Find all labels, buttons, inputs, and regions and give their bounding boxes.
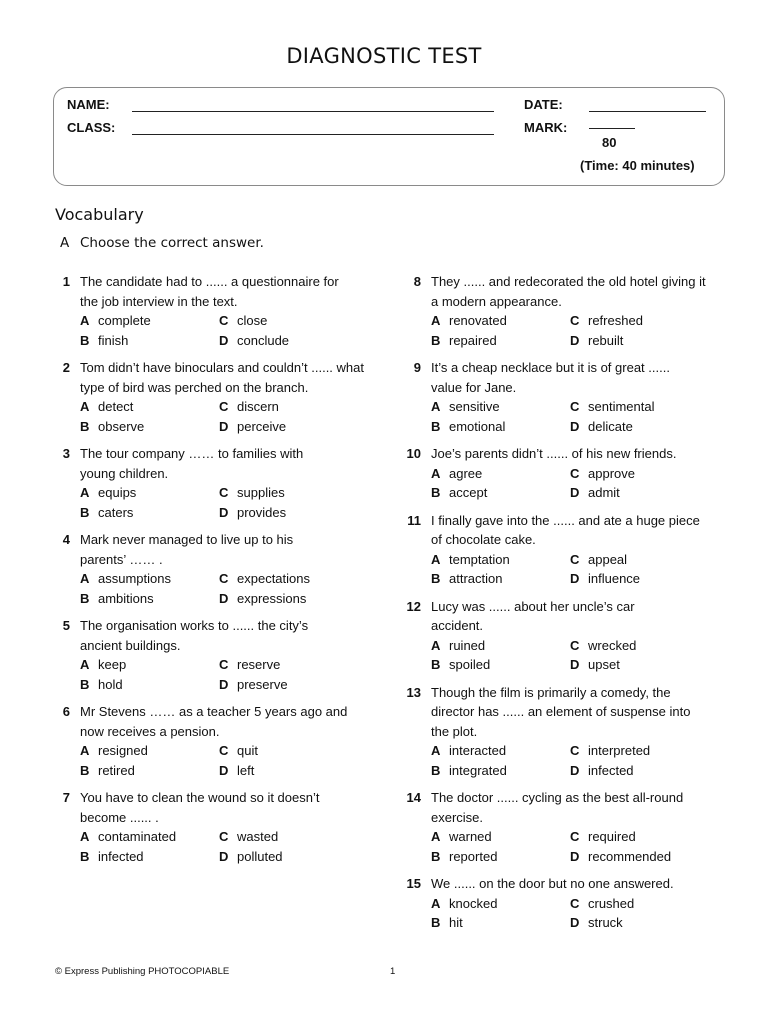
- answer-options: [80, 569, 375, 608]
- option-letter: A: [80, 657, 90, 672]
- option-text: admit: [588, 485, 620, 500]
- option-letter: B: [80, 590, 90, 606]
- answer-option[interactable]: [431, 331, 570, 351]
- instruction-text: Choose the correct answer.: [80, 235, 264, 251]
- answer-option[interactable]: [570, 397, 730, 417]
- answer-option[interactable]: [80, 827, 219, 847]
- option-text: spoiled: [449, 657, 491, 672]
- question-text: The organisation works to ...... the city’s ancient buildings.: [80, 618, 309, 653]
- option-letter: B: [80, 676, 90, 692]
- questions-left-column: [55, 272, 375, 866]
- answer-option[interactable]: [570, 847, 730, 867]
- option-text: upset: [588, 657, 620, 672]
- answer-option[interactable]: [431, 894, 570, 914]
- option-letter: B: [80, 418, 90, 434]
- question-number: 5: [62, 618, 70, 633]
- option-text: complete: [98, 313, 151, 328]
- option-letter: D: [570, 571, 580, 586]
- answer-option[interactable]: [80, 655, 219, 675]
- answer-option[interactable]: [570, 417, 730, 437]
- answer-option[interactable]: [219, 847, 379, 867]
- question-item: [406, 358, 726, 436]
- answer-option[interactable]: [570, 636, 730, 656]
- option-text: expressions: [237, 590, 307, 606]
- answer-options: [431, 894, 726, 933]
- option-letter: C: [570, 465, 580, 481]
- option-letter: B: [431, 762, 441, 778]
- question-item: [406, 511, 726, 589]
- answer-option[interactable]: [570, 913, 730, 933]
- option-letter: C: [219, 313, 229, 328]
- answer-option[interactable]: [80, 417, 219, 437]
- option-letter: D: [219, 762, 229, 778]
- option-letter: B: [431, 571, 441, 586]
- option-text: close: [237, 313, 268, 328]
- answer-option[interactable]: [431, 311, 570, 331]
- option-letter: A: [80, 829, 90, 844]
- answer-option[interactable]: [570, 483, 730, 503]
- answer-options: [80, 827, 375, 866]
- option-letter: B: [431, 485, 441, 500]
- question-item: [406, 272, 726, 350]
- answer-option[interactable]: [570, 311, 730, 331]
- question-text: The doctor ...... cycling as the best all-round exercise.: [431, 790, 684, 825]
- option-text: influence: [588, 571, 641, 586]
- section-title: Vocabulary: [55, 205, 144, 224]
- answer-option[interactable]: [570, 569, 730, 589]
- question-text: We ...... on the door but no one answered.: [431, 876, 674, 891]
- answer-option[interactable]: [80, 483, 219, 503]
- answer-options: [431, 550, 726, 589]
- answer-option[interactable]: [570, 761, 730, 781]
- option-text: interacted: [449, 743, 507, 758]
- option-text: infected: [98, 848, 144, 864]
- answer-option[interactable]: [431, 827, 570, 847]
- option-text: finish: [98, 332, 129, 348]
- question-number: 4: [62, 532, 70, 547]
- option-letter: C: [570, 551, 580, 567]
- answer-option[interactable]: [431, 655, 570, 675]
- question-number: 10: [406, 446, 421, 461]
- page-number: 1: [390, 966, 396, 977]
- option-letter: C: [219, 571, 229, 586]
- answer-options: [80, 397, 375, 436]
- answer-option[interactable]: [431, 569, 570, 589]
- questions-right-column: [406, 272, 726, 933]
- option-text: appeal: [588, 551, 628, 567]
- option-text: attraction: [449, 571, 503, 586]
- option-letter: A: [431, 895, 441, 911]
- date-label: DATE:: [524, 97, 563, 112]
- mark-total: 80: [602, 135, 617, 150]
- answer-option[interactable]: [431, 483, 570, 503]
- option-letter: A: [80, 571, 90, 586]
- option-text: integrated: [449, 762, 507, 778]
- option-letter: A: [431, 399, 441, 414]
- option-text: resigned: [98, 743, 148, 758]
- option-text: accept: [449, 485, 488, 500]
- option-text: ambitions: [98, 590, 154, 606]
- answer-option[interactable]: [431, 741, 570, 761]
- answer-option[interactable]: [570, 550, 730, 570]
- option-text: provides: [237, 504, 287, 520]
- option-text: preserve: [237, 676, 288, 692]
- option-letter: C: [219, 657, 229, 672]
- instruction: [60, 235, 264, 251]
- option-text: supplies: [237, 485, 285, 500]
- class-field[interactable]: [132, 134, 494, 135]
- option-letter: C: [570, 399, 580, 414]
- option-letter: A: [80, 743, 90, 758]
- option-letter: A: [431, 829, 441, 844]
- name-label: NAME:: [67, 97, 110, 112]
- option-letter: D: [570, 418, 580, 434]
- option-text: sensitive: [449, 399, 500, 414]
- option-text: contaminated: [98, 829, 177, 844]
- name-field[interactable]: [132, 111, 494, 112]
- answer-options: [431, 464, 726, 503]
- option-letter: B: [431, 418, 441, 434]
- option-text: assumptions: [98, 571, 171, 586]
- option-letter: C: [570, 829, 580, 844]
- option-letter: A: [80, 399, 90, 414]
- option-text: wrecked: [588, 637, 637, 653]
- answer-option[interactable]: [80, 761, 219, 781]
- option-text: interpreted: [588, 743, 651, 758]
- option-text: warned: [449, 829, 492, 844]
- option-letter: A: [431, 637, 441, 653]
- option-text: expectations: [237, 571, 310, 586]
- option-text: approve: [588, 465, 635, 481]
- option-text: sentimental: [588, 399, 655, 414]
- class-label: CLASS:: [67, 120, 116, 135]
- option-letter: D: [570, 915, 580, 930]
- answer-option[interactable]: [219, 483, 379, 503]
- option-letter: C: [570, 313, 580, 328]
- answer-option[interactable]: [219, 761, 379, 781]
- question-item: [55, 358, 375, 436]
- option-letter: A: [80, 313, 90, 328]
- answer-option[interactable]: [80, 847, 219, 867]
- question-number: 11: [407, 512, 421, 528]
- option-text: conclude: [237, 332, 290, 348]
- answer-option[interactable]: [570, 331, 730, 351]
- question-text: The tour company …… to families with young children.: [80, 446, 304, 481]
- option-letter: B: [80, 762, 90, 778]
- answer-option[interactable]: [219, 827, 379, 847]
- question-item: [55, 788, 375, 866]
- answer-options: [431, 636, 726, 675]
- option-text: quit: [237, 743, 258, 758]
- mark-field[interactable]: [589, 128, 635, 129]
- option-letter: D: [570, 657, 580, 672]
- option-text: ruined: [449, 637, 486, 653]
- option-letter: C: [570, 637, 580, 653]
- option-text: repaired: [449, 332, 497, 348]
- option-text: retired: [98, 762, 135, 778]
- option-text: left: [237, 762, 255, 778]
- option-letter: D: [219, 418, 229, 434]
- option-letter: A: [80, 485, 90, 500]
- option-text: detect: [98, 399, 134, 414]
- option-text: renovated: [449, 313, 507, 328]
- option-text: emotional: [449, 418, 506, 434]
- option-text: crushed: [588, 895, 635, 911]
- answer-option[interactable]: [570, 894, 730, 914]
- question-item: [406, 597, 726, 675]
- answer-option[interactable]: [431, 550, 570, 570]
- answer-option[interactable]: [219, 331, 379, 351]
- question-item: [55, 444, 375, 522]
- option-text: equips: [98, 485, 137, 500]
- answer-options: [431, 397, 726, 436]
- student-info-box: [53, 87, 725, 186]
- answer-option[interactable]: [80, 589, 219, 609]
- option-letter: B: [80, 332, 90, 348]
- answer-option[interactable]: [431, 397, 570, 417]
- answer-options: [431, 827, 726, 866]
- question-text: They ...... and redecorated the old hotel giving it a modern appearance.: [431, 274, 706, 309]
- answer-option[interactable]: [219, 503, 379, 523]
- question-number: 2: [62, 360, 70, 375]
- option-text: keep: [98, 657, 127, 672]
- option-text: rebuilt: [588, 332, 624, 348]
- answer-option[interactable]: [219, 397, 379, 417]
- option-text: wasted: [237, 829, 279, 844]
- option-letter: D: [219, 676, 229, 692]
- question-text: Mark never managed to live up to his parents’ …… .: [80, 532, 294, 567]
- option-text: recommended: [588, 848, 672, 864]
- answer-option[interactable]: [80, 503, 219, 523]
- answer-option[interactable]: [80, 569, 219, 589]
- instruction-letter: A: [60, 235, 70, 251]
- option-letter: B: [80, 848, 90, 864]
- option-letter: B: [431, 915, 441, 930]
- answer-options: [431, 311, 726, 350]
- option-text: caters: [98, 504, 134, 520]
- mark-label: MARK:: [524, 120, 568, 135]
- answer-option[interactable]: [80, 311, 219, 331]
- answer-option[interactable]: [431, 913, 570, 933]
- answer-options: [80, 741, 375, 780]
- answer-option[interactable]: [570, 827, 730, 847]
- option-text: refreshed: [588, 313, 643, 328]
- answer-option[interactable]: [80, 675, 219, 695]
- option-text: hit: [449, 915, 463, 930]
- answer-option[interactable]: [219, 675, 379, 695]
- option-text: reported: [449, 848, 498, 864]
- option-text: discern: [237, 399, 279, 414]
- answer-options: [80, 483, 375, 522]
- answer-options: [431, 741, 726, 780]
- answer-option[interactable]: [219, 311, 379, 331]
- question-number: 15: [406, 876, 421, 891]
- question-item: [406, 683, 726, 781]
- question-item: [55, 272, 375, 350]
- answer-option[interactable]: [431, 636, 570, 656]
- option-letter: B: [80, 504, 90, 520]
- option-letter: B: [431, 848, 441, 864]
- option-text: agree: [449, 465, 483, 481]
- date-field[interactable]: [589, 111, 706, 112]
- option-text: infected: [588, 762, 634, 778]
- option-letter: D: [219, 848, 229, 864]
- option-letter: D: [570, 762, 580, 778]
- option-text: polluted: [237, 848, 283, 864]
- answer-options: [80, 311, 375, 350]
- answer-option[interactable]: [219, 655, 379, 675]
- question-number: 9: [413, 360, 421, 375]
- option-letter: C: [219, 399, 229, 414]
- option-text: delicate: [588, 418, 633, 434]
- option-letter: C: [570, 743, 580, 758]
- question-number: 3: [62, 446, 70, 461]
- option-text: perceive: [237, 418, 287, 434]
- option-letter: D: [219, 504, 229, 520]
- option-text: reserve: [237, 657, 281, 672]
- copyright-footer: © Express Publishing PHOTOCOPIABLE: [55, 966, 230, 977]
- question-text: Though the film is primarily a comedy, the director has ...... an element of suspense into the plot.: [431, 684, 691, 739]
- option-letter: A: [431, 743, 441, 758]
- option-letter: D: [570, 332, 580, 348]
- question-text: I finally gave into the ...... and ate a huge piece of chocolate cake.: [431, 512, 700, 547]
- question-item: [406, 788, 726, 866]
- question-number: 14: [406, 790, 421, 805]
- answer-option[interactable]: [570, 655, 730, 675]
- option-text: temptation: [449, 551, 510, 567]
- question-number: 8: [413, 274, 421, 289]
- answer-option[interactable]: [431, 761, 570, 781]
- answer-option[interactable]: [219, 589, 379, 609]
- question-text: Lucy was ...... about her uncle’s car accident.: [431, 598, 635, 633]
- option-text: required: [588, 829, 636, 844]
- question-text: It’s a cheap necklace but it is of great ...... value for Jane.: [431, 360, 670, 395]
- answer-option[interactable]: [431, 464, 570, 484]
- question-item: [55, 616, 375, 694]
- option-letter: D: [570, 848, 580, 864]
- question-text: Mr Stevens …… as a teacher 5 years ago and now receives a pension.: [80, 704, 348, 739]
- option-letter: C: [219, 829, 229, 844]
- question-item: [406, 444, 726, 503]
- option-letter: D: [219, 590, 229, 606]
- answer-option[interactable]: [570, 741, 730, 761]
- answer-option[interactable]: [431, 417, 570, 437]
- question-number: 6: [62, 704, 70, 719]
- option-letter: A: [431, 313, 441, 328]
- time-note: (Time: 40 minutes): [580, 158, 695, 173]
- question-text: Tom didn’t have binoculars and couldn’t ...... what type of bird was perched on the branch.: [80, 360, 364, 395]
- question-item: [55, 702, 375, 780]
- option-text: knocked: [449, 895, 498, 911]
- answer-options: [80, 655, 375, 694]
- page-title: DIAGNOSTIC TEST: [286, 44, 482, 68]
- option-letter: B: [431, 332, 441, 348]
- question-text: You have to clean the wound so it doesn’t become ...... .: [80, 790, 320, 825]
- answer-option[interactable]: [219, 417, 379, 437]
- option-letter: B: [431, 657, 441, 672]
- answer-option[interactable]: [431, 847, 570, 867]
- answer-option[interactable]: [219, 741, 379, 761]
- answer-option[interactable]: [80, 741, 219, 761]
- question-number: 1: [62, 274, 70, 289]
- option-text: observe: [98, 418, 145, 434]
- option-letter: D: [219, 332, 229, 348]
- answer-option[interactable]: [219, 569, 379, 589]
- option-text: struck: [588, 915, 623, 930]
- option-letter: D: [570, 485, 580, 500]
- question-item: [55, 530, 375, 608]
- option-letter: C: [219, 743, 229, 758]
- option-text: hold: [98, 676, 123, 692]
- question-item: [406, 874, 726, 933]
- option-letter: C: [219, 485, 229, 500]
- question-number: 12: [406, 598, 421, 614]
- question-number: 13: [406, 684, 421, 700]
- question-text: The candidate had to ...... a questionnaire for the job interview in the text.: [80, 274, 339, 309]
- answer-option[interactable]: [80, 331, 219, 351]
- option-letter: A: [431, 551, 441, 567]
- answer-option[interactable]: [570, 464, 730, 484]
- answer-option[interactable]: [80, 397, 219, 417]
- option-letter: C: [570, 895, 580, 911]
- question-number: 7: [62, 790, 70, 805]
- question-text: Joe’s parents didn’t ...... of his new friends.: [431, 446, 677, 461]
- option-letter: A: [431, 465, 441, 481]
